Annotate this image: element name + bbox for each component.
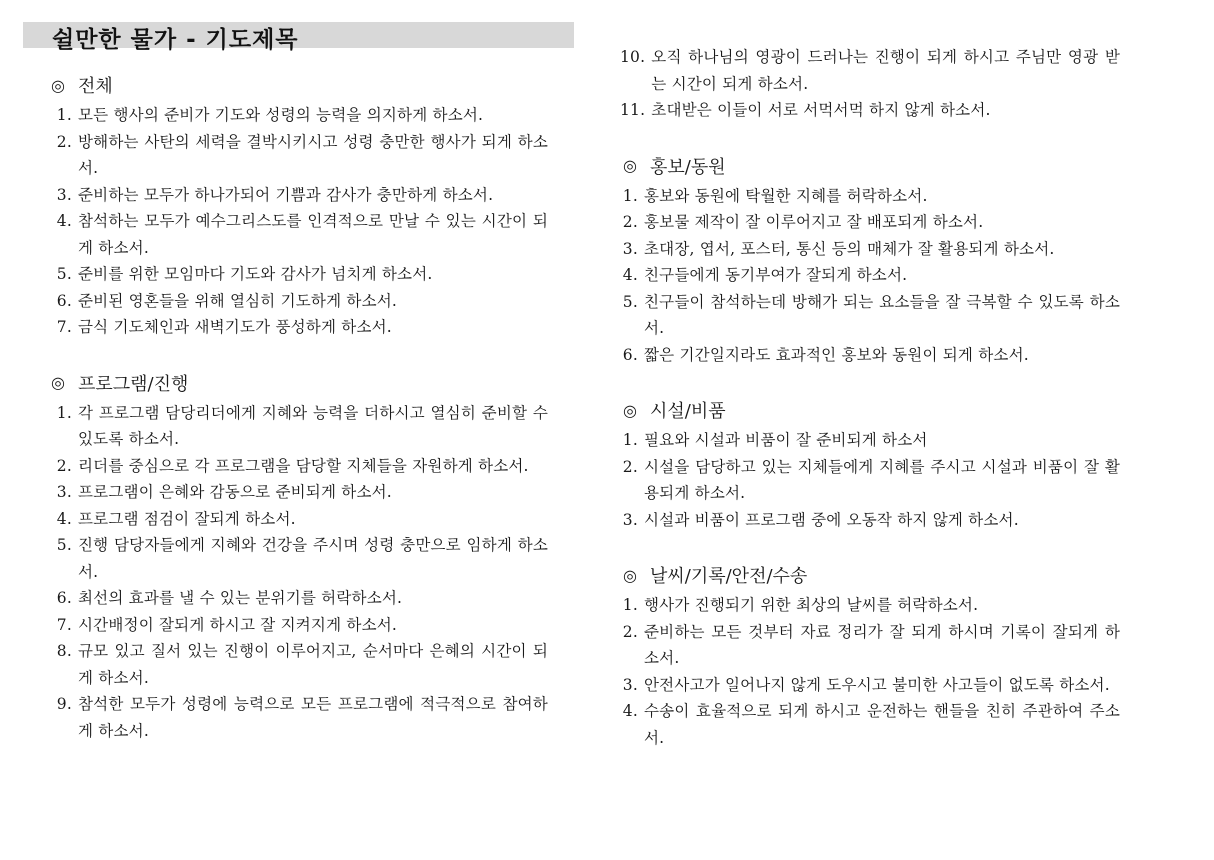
section-weather-safety — [620, 562, 1120, 751]
list-item — [48, 182, 548, 209]
right-column — [620, 44, 1120, 751]
double-circle-icon: ◎ — [51, 373, 65, 392]
item-text: 진행 담당자들에게 지혜와 건강을 주시며 성령 충만으로 임하게 하소서. — [78, 536, 548, 581]
item-text: 금식 기도체인과 새벽기도가 풍성하게 하소서. — [78, 318, 392, 336]
item-text: 오직 하나님의 영광이 드러나는 진행이 되게 하시고 주님만 영광 받는 시간이 되게 하소서. — [651, 48, 1120, 93]
prayer-list — [620, 183, 1120, 369]
list-item — [48, 261, 548, 288]
item-number: 8. — [56, 642, 72, 660]
list-item — [48, 453, 548, 480]
list-item — [48, 129, 548, 182]
list-item — [620, 698, 1120, 751]
list-item — [48, 585, 548, 612]
list-item — [620, 507, 1120, 534]
section-heading — [48, 370, 548, 396]
item-number: 3. — [622, 239, 638, 258]
item-number: 7. — [56, 615, 72, 634]
section-facilities — [620, 397, 1120, 533]
list-item — [620, 454, 1120, 507]
list-item — [620, 183, 1120, 210]
item-number: 3. — [622, 675, 638, 694]
item-text: 리더를 중심으로 각 프로그램을 담당할 지체들을 자원하게 하소서. — [78, 456, 529, 475]
item-number: 6. — [56, 589, 72, 607]
item-number: 2. — [622, 213, 638, 231]
item-text: 방해하는 사탄의 세력을 결박시키시고 성령 충만한 행사가 되게 하소서. — [78, 132, 548, 177]
list-item — [48, 102, 548, 129]
list-item — [48, 612, 548, 639]
list-item — [620, 427, 1120, 454]
list-item — [48, 506, 548, 533]
list-item — [620, 289, 1120, 342]
list-item — [620, 209, 1120, 236]
list-item — [620, 97, 1120, 124]
item-text: 친구들이 참석하는데 방해가 되는 요소들을 잘 극복할 수 있도록 하소서. — [644, 292, 1120, 337]
item-number: 2. — [622, 457, 638, 476]
section-heading — [620, 397, 1120, 423]
item-number: 2. — [622, 622, 638, 641]
item-text: 프로그램 점검이 잘되게 하소서. — [78, 509, 296, 528]
item-text: 준비된 영혼들을 위해 열심히 기도하게 하소서. — [78, 291, 398, 310]
list-item — [48, 479, 548, 506]
list-item — [620, 236, 1120, 263]
list-item — [620, 672, 1120, 699]
item-number: 10. — [620, 48, 646, 66]
item-text: 초대장, 엽서, 포스터, 통신 등의 매체가 잘 활용되게 하소서. — [644, 239, 1055, 258]
item-number: 5. — [622, 292, 638, 311]
list-item — [48, 638, 548, 691]
item-text: 프로그램이 은혜와 감동으로 준비되게 하소서. — [78, 483, 392, 501]
item-number: 7. — [56, 318, 72, 336]
item-number: 1. — [622, 186, 638, 205]
item-number: 4. — [56, 212, 72, 230]
list-item — [620, 592, 1120, 619]
section-heading-label: 시설/비품 — [650, 401, 726, 422]
list-item — [48, 208, 548, 261]
prayer-list — [620, 427, 1120, 533]
item-text: 시간배정이 잘되게 하시고 잘 지켜지게 하소서. — [78, 615, 398, 634]
list-item — [620, 44, 1120, 97]
item-text: 안전사고가 일어나지 않게 도우시고 불미한 사고들이 없도록 하소서. — [644, 675, 1110, 694]
section-program — [48, 370, 548, 745]
section-heading-label: 프로그램/진행 — [78, 373, 189, 395]
item-text: 행사가 진행되기 위한 최상의 날씨를 허락하소서. — [644, 596, 979, 614]
item-number: 3. — [56, 483, 72, 501]
page-title: 쉴만한 물가 - 기도제목 — [52, 27, 299, 53]
item-number: 4. — [56, 509, 72, 528]
list-item — [48, 288, 548, 315]
list-item — [48, 532, 548, 585]
section-heading — [620, 562, 1120, 588]
item-text: 참석하는 모두가 예수그리스도를 인격적으로 만날 수 있는 시간이 되게 하소서. — [78, 212, 548, 257]
item-text: 시설을 담당하고 있는 지체들에게 지혜를 주시고 시설과 비품이 잘 활용되게 하소서. — [644, 457, 1120, 502]
item-text: 각 프로그램 담당리더에게 지혜와 능력을 더하시고 열심히 준비할 수 있도록 하소서. — [78, 403, 548, 448]
item-number: 2. — [56, 456, 72, 475]
item-text: 친구들에게 동기부여가 잘되게 하소서. — [644, 266, 908, 284]
prayer-list-continued — [620, 44, 1120, 124]
item-text: 최선의 효과를 낼 수 있는 분위기를 허락하소서. — [78, 589, 403, 607]
item-number: 1. — [622, 596, 638, 614]
item-text: 모든 행사의 준비가 기도와 성령의 능력을 의지하게 하소서. — [78, 106, 484, 124]
double-circle-icon: ◎ — [51, 75, 65, 95]
list-item — [620, 342, 1120, 369]
item-number: 3. — [56, 185, 72, 204]
item-text: 준비하는 모두가 하나가되어 기쁨과 감사가 충만하게 하소서. — [78, 185, 494, 204]
left-column — [48, 72, 548, 744]
section-heading-label: 날씨/기록/안전/수송 — [650, 566, 808, 587]
double-circle-icon: ◎ — [623, 565, 637, 585]
item-text: 홍보와 동원에 탁월한 지혜를 허락하소서. — [644, 186, 928, 205]
item-number: 2. — [56, 132, 72, 151]
list-item — [620, 619, 1120, 672]
list-item — [48, 314, 548, 341]
item-number: 6. — [56, 291, 72, 310]
item-number: 4. — [622, 702, 638, 720]
section-heading — [620, 153, 1120, 179]
section-heading-label: 전체 — [78, 76, 113, 97]
section-heading — [48, 72, 548, 98]
list-item — [620, 262, 1120, 289]
item-number: 11. — [620, 101, 646, 119]
item-number: 1. — [622, 431, 638, 449]
item-text: 참석한 모두가 성령에 능력으로 모든 프로그램에 적극적으로 참여하게 하소서. — [78, 695, 548, 740]
item-number: 5. — [56, 265, 72, 283]
item-text: 수송이 효율적으로 되게 하시고 운전하는 핸들을 친히 주관하여 주소서. — [644, 702, 1120, 747]
item-text: 초대받은 이들이 서로 서먹서먹 하지 않게 하소서. — [651, 101, 991, 119]
section-promotion — [620, 153, 1120, 369]
section-overall — [48, 72, 548, 341]
prayer-list — [620, 592, 1120, 751]
item-text: 짧은 기간일지라도 효과적인 홍보와 동원이 되게 하소서. — [644, 345, 1029, 364]
list-item — [48, 691, 548, 744]
double-circle-icon: ◎ — [623, 400, 637, 420]
double-circle-icon: ◎ — [623, 156, 637, 175]
item-text: 홍보물 제작이 잘 이루어지고 잘 배포되게 하소서. — [644, 213, 984, 231]
prayer-list — [48, 400, 548, 745]
item-text: 준비하는 모든 것부터 자료 정리가 잘 되게 하시며 기록이 잘되게 하소서. — [644, 622, 1120, 667]
section-heading-label: 홍보/동원 — [650, 156, 726, 178]
item-number: 4. — [622, 266, 638, 284]
item-text: 규모 있고 질서 있는 진행이 이루어지고, 순서마다 은혜의 시간이 되게 하소서. — [78, 642, 548, 687]
item-text: 시설과 비품이 프로그램 중에 오동작 하지 않게 하소서. — [644, 510, 1019, 529]
list-item — [48, 400, 548, 453]
item-number: 1. — [56, 403, 72, 422]
item-text: 준비를 위한 모임마다 기도와 감사가 넘치게 하소서. — [78, 265, 433, 283]
item-number: 5. — [56, 536, 72, 554]
item-text: 필요와 시설과 비품이 잘 준비되게 하소서 — [644, 431, 928, 449]
prayer-list — [48, 102, 548, 341]
item-number: 6. — [622, 345, 638, 364]
item-number: 9. — [56, 695, 72, 713]
item-number: 3. — [622, 510, 638, 529]
item-number: 1. — [56, 106, 72, 124]
